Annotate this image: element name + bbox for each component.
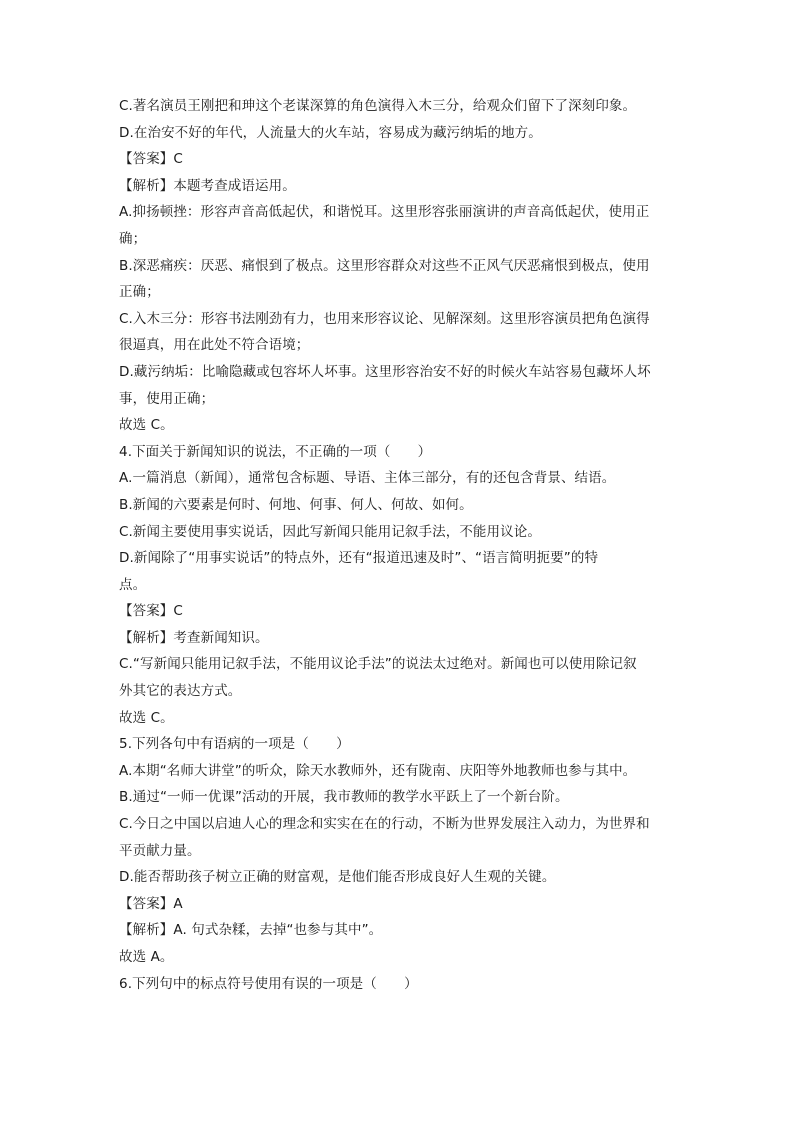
question-4: 4.下面关于新闻知识的说法，不正确的一项（ ）	[119, 443, 432, 460]
q5-option-c-cont: 平贡献力量。	[119, 842, 201, 859]
question-5: 5.下列各句中有语病的一项是（ ）	[119, 736, 350, 753]
q4-analysis-c: C.“写新闻只能用记叙手法，不能用议论手法”的说法太过绝对。新闻也可以使用除记叙	[119, 656, 637, 673]
q4-option-a: A.一篇消息（新闻），通常包含标题、导语、主体三部分，有的还包含背景、结语。	[119, 470, 616, 487]
q5-option-c: C.今日之中国以启迪人心的理念和实实在在的行动，不断为世界发展注入动力，为世界和	[119, 816, 650, 833]
analysis-d-line: D.藏污纳垢：比喻隐藏或包容坏人坏事。这里形容治安不好的时候火车站容易包藏坏人坏	[119, 363, 651, 380]
question-6: 6.下列句中的标点符号使用有误的一项是（ ）	[119, 975, 418, 992]
q4-analysis-c-cont: 外其它的表达方式。	[119, 683, 242, 700]
q5-answer: 【答案】A	[119, 895, 183, 912]
analysis-a-cont: 确；	[119, 230, 147, 247]
q5-option-a: A.本期“名师大讲堂”的听众，除天水教师外，还有陇南、庆阳等外地教师也参与其中。	[119, 762, 637, 779]
q4-answer: 【答案】C	[119, 603, 183, 620]
answer-line: 【答案】C	[119, 151, 183, 168]
analysis-b-cont: 正确；	[119, 284, 160, 301]
q4-option-d-cont: 点。	[119, 576, 147, 593]
q4-option-d: D.新闻除了“用事实说话”的特点外，还有“报道迅速及时”、“语言简明扼要”的特	[119, 550, 599, 567]
document-body	[119, 93, 684, 997]
q4-option-b: B.新闻的六要素是何时、何地、何事、何人、何故、如何。	[119, 496, 473, 513]
choice-line: 故选 C。	[119, 417, 174, 434]
analysis-line: 【解析】本题考查成语运用。	[119, 177, 296, 194]
q4-choice: 故选 C。	[119, 709, 174, 726]
analysis-a-line: A.抑扬顿挫：形容声音高低起伏，和谐悦耳。这里形容张丽演讲的声音高低起伏，使用正	[119, 204, 650, 221]
q5-choice: 故选 A。	[119, 949, 174, 965]
analysis-d-cont: 事，使用正确；	[119, 390, 215, 407]
option-d-line: D.在治安不好的年代，人流量大的火车站，容易成为藏污纳垢的地方。	[119, 124, 542, 141]
option-c-line: C.著名演员王刚把和珅这个老谋深算的角色演得入木三分，给观众们留下了深刻印象。	[119, 98, 637, 114]
analysis-b-line: B.深恶痛疾：厌恶、痛恨到了极点。这里形容群众对这些不正风气厌恶痛恨到极点，使用	[119, 257, 650, 274]
q4-option-c: C.新闻主要使用事实说话，因此写新闻只能用记叙手法，不能用议论。	[119, 523, 541, 540]
analysis-c-line: C.入木三分：形容书法刚劲有力，也用来形容议论、见解深刻。这里形容演员把角色演得	[119, 310, 650, 327]
q5-option-b: B.通过“一师一优课”活动的开展，我市教师的教学水平跃上了一个新台阶。	[119, 789, 569, 806]
analysis-c-cont: 很逼真，用在此处不符合语境；	[119, 337, 310, 354]
q4-analysis: 【解析】考查新闻知识。	[119, 629, 269, 646]
q5-option-d: D.能否帮助孩子树立正确的财富观，是他们能否形成良好人生观的关键。	[119, 869, 556, 886]
q5-analysis: 【解析】A. 句式杂糅，去掉“也参与其中”。	[119, 922, 383, 939]
